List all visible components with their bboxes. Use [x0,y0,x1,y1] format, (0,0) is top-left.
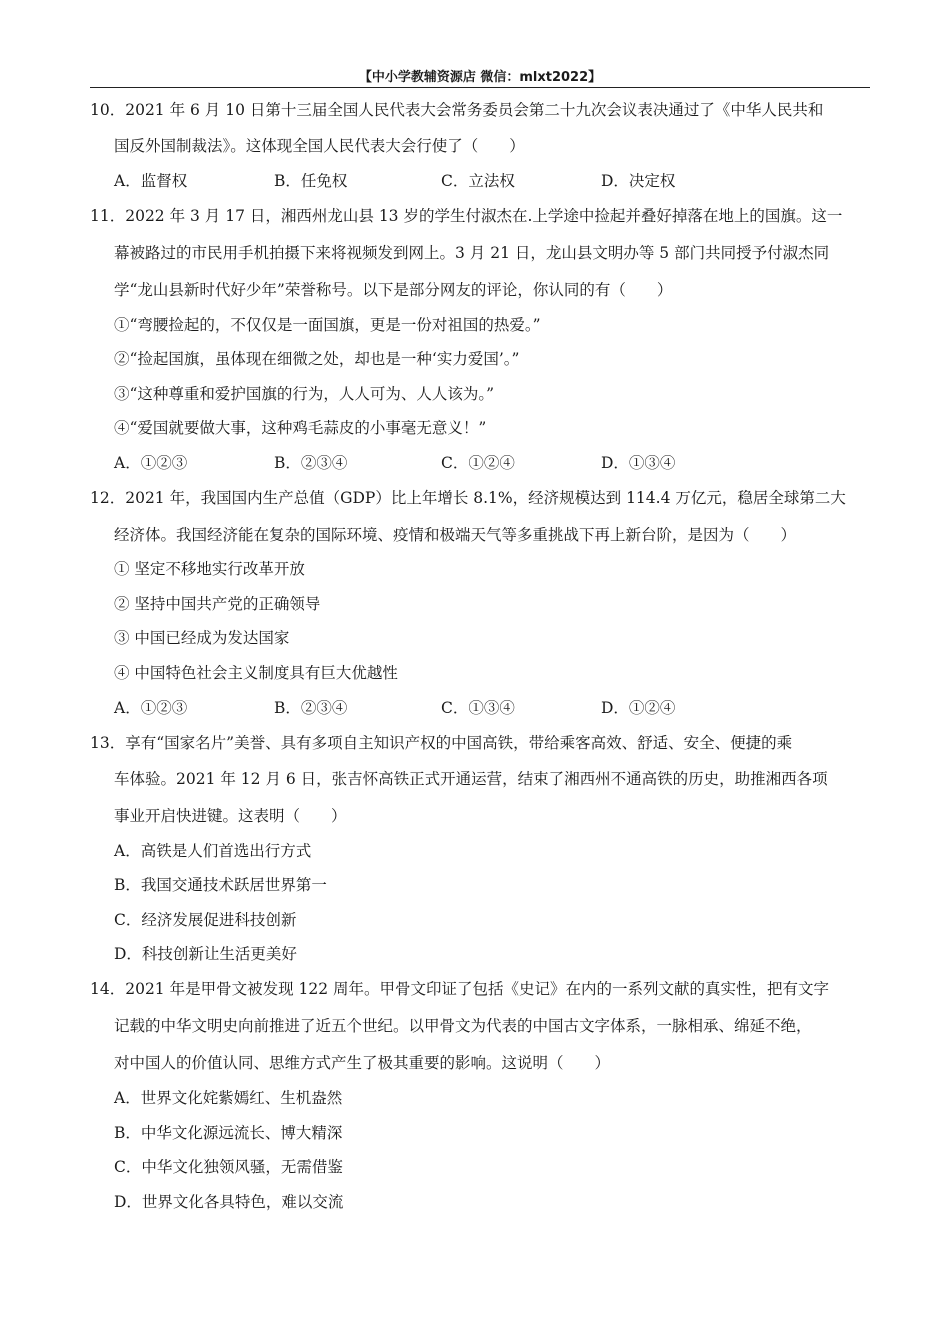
question-13-option-b: B．我国交通技术跃居世界第一 [114,876,327,894]
question-10-stem-line1: 10．2021 年 6 月 10 日第十三届全国人民代表大会常务委员会第二十九次会议表决通过了《中华人民共和 [90,101,824,119]
question-14-option-d: D．世界文化各具特色，难以交流 [114,1193,344,1211]
question-13-option-c: C．经济发展促进科技创新 [114,911,297,929]
question-11-option-d: D．①③④ [601,454,676,472]
question-12-statement-4: ④ 中国特色社会主义制度具有巨大优越性 [114,664,398,682]
question-12-option-a: A．①②③ [114,699,188,717]
question-11-statement-4: ④“爱国就要做大事，这种鸡毛蒜皮的小事毫无意义！” [114,419,487,437]
question-13-stem-line3: 事业开启快进键。这表明（ ） [114,807,347,825]
question-14-option-c: C．中华文化独领风骚，无需借鉴 [114,1158,343,1176]
question-10-option-d: D．决定权 [601,172,676,190]
question-14-option-a: A．世界文化姹紫嫣红、生机盎然 [114,1089,343,1107]
question-11-statement-3: ③“这种尊重和爱护国旗的行为，人人可为、人人该为。” [114,385,495,403]
question-11-stem-line3: 学“龙山县新时代好少年”荣誉称号。以下是部分网友的评论，你认同的有（ ） [114,281,673,299]
question-11-statement-1: ①“弯腰捡起的，不仅仅是一面国旗，更是一份对祖国的热爱。” [114,316,541,334]
question-12-option-c: C．①③④ [441,699,515,717]
question-13-option-a: A．高铁是人们首选出行方式 [114,842,312,860]
question-11-option-b: B．②③④ [274,454,348,472]
question-14-stem-line2: 记载的中华文明史向前推进了近五个世纪。以甲骨文为代表的中国古文字体系，一脉相承、绵延不绝， [114,1017,812,1035]
question-14-stem-line1: 14．2021 年是甲骨文被发现 122 周年。甲骨文印证了包括《史记》在内的一系列文献的真实性，把有文字 [90,980,830,998]
question-11-option-a: A．①②③ [114,454,188,472]
question-10-stem-line2: 国反外国制裁法》。这体现全国人民代表大会行使了（ ） [114,137,525,155]
question-11-statement-2: ②“捡起国旗，虽体现在细微之处，却也是一种‘实力爱国’。” [114,350,520,368]
question-13-stem-line1: 13．享有“国家名片”美誉、具有多项自主知识产权的中国高铁，带给乘客高效、舒适、安全、便捷的乘 [90,734,793,752]
question-12-stem-line2: 经济体。我国经济能在复杂的国际环境、疫情和极端天气等多重挑战下再上新台阶，是因为（ ） [114,526,797,544]
page-header: 【中小学教辅资源店 微信：mlxt2022】 [358,70,602,85]
question-12-option-d: D．①②④ [601,699,676,717]
question-10-option-a: A．监督权 [114,172,188,190]
question-14-stem-line3: 对中国人的价值认同、思维方式产生了极其重要的影响。这说明（ ） [114,1054,611,1072]
question-10-option-c: C．立法权 [441,172,515,190]
question-14-option-b: B．中华文化源远流长、博大精深 [114,1124,343,1142]
question-11-stem-line1: 11．2022 年 3 月 17 日，湘西州龙山县 13 岁的学生付淑杰在.上学途中捡起并叠好掉落在地上的国旗。这一 [90,207,843,225]
question-12-option-b: B．②③④ [274,699,348,717]
question-11-option-c: C．①②④ [441,454,515,472]
question-13-option-d: D．科技创新让生活更美好 [114,945,297,963]
question-13-stem-line2: 车体验。2021 年 12 月 6 日，张吉怀高铁正式开通运营，结束了湘西州不通高铁的历史，助推湘西各项 [114,770,828,788]
question-10-option-b: B．任免权 [274,172,348,190]
question-12-stem-line1: 12．2021 年，我国国内生产总值（GDP）比上年增长 8.1%，经济规模达到 114.4 万亿元，稳居全球第二大 [90,489,846,507]
question-12-statement-3: ③ 中国已经成为发达国家 [114,629,290,647]
question-12-statement-2: ② 坚持中国共产党的正确领导 [114,595,321,613]
question-12-statement-1: ① 坚定不移地实行改革开放 [114,560,305,578]
header-divider [90,87,870,88]
question-11-stem-line2: 幕被路过的市民用手机拍摄下来将视频发到网上。3 月 21 日，龙山县文明办等 5 部门共同授予付淑杰同 [114,244,830,262]
